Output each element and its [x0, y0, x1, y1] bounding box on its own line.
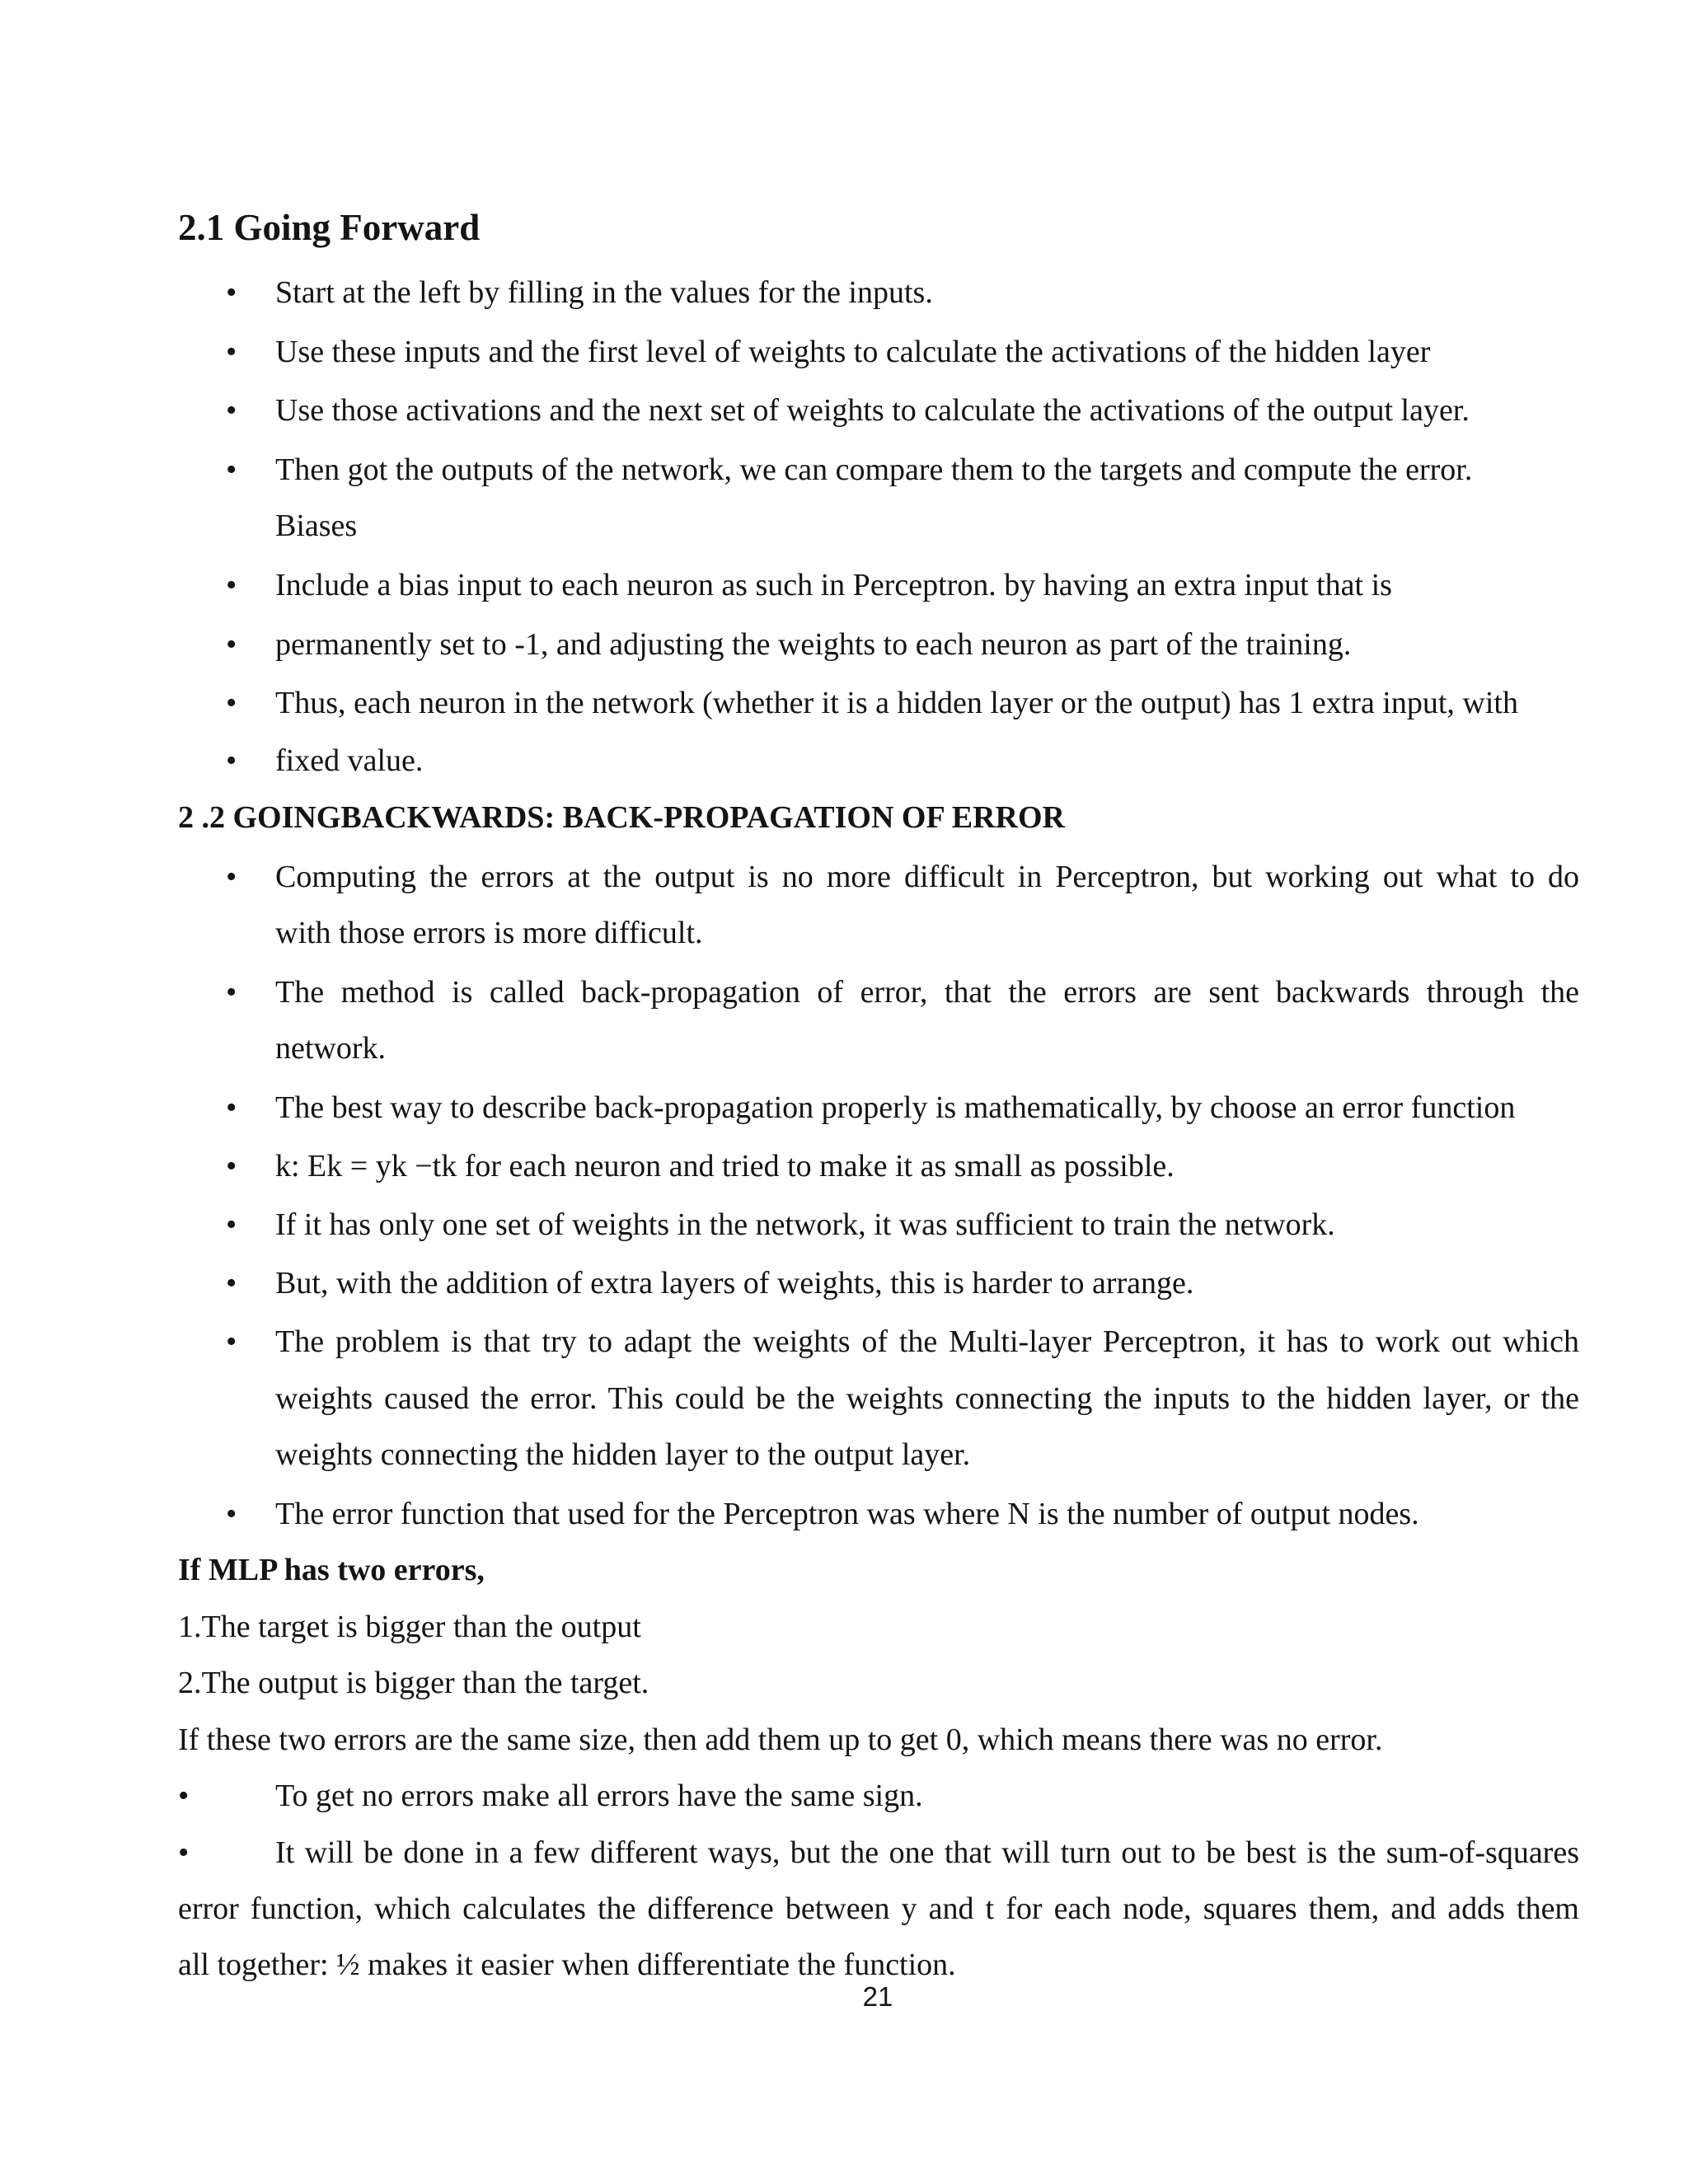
list-item-text: with those errors is more difficult.: [275, 916, 703, 950]
bullet-icon: •: [226, 975, 237, 1010]
list-item-text: To get no errors make all errors have the same sign.: [275, 1779, 923, 1813]
bullet-icon: •: [226, 1149, 237, 1183]
list-item-text: The best way to describe back-propagation properly is mathematically, by choose an error function: [275, 1090, 1516, 1125]
list-item-text: Use those activations and the next set of weights to calculate the activations of the output layer.: [275, 393, 1470, 428]
list-item-text: But, with the addition of extra layers of weights, this is harder to arrange.: [275, 1266, 1194, 1301]
list-item-text: permanently set to -1, and adjusting the weights to each neuron as part of the training.: [275, 627, 1352, 662]
bullet-icon: •: [178, 1835, 190, 1870]
paragraph-continuation: error function, which calculates the difference between y and t for each node, squares them, and adds them: [178, 1891, 1579, 1926]
bullet-icon: •: [226, 686, 237, 720]
list-item-text: k: Ek = yk −tk for each neuron and tried to make it as small as possible.: [275, 1149, 1175, 1183]
list-item-text: The problem is that try to adapt the weights of the Multi-layer Perceptron, it has to work out which: [275, 1324, 1579, 1359]
list-item-text: Thus, each neuron in the network (whether it is a hidden layer or the output) has 1 extra input, with: [275, 686, 1518, 720]
bullet-icon: •: [226, 275, 237, 310]
numbered-item: 1.The target is bigger than the output: [178, 1610, 641, 1644]
list-item-text: weights caused the error. This could be the weights connecting the inputs to the hidden layer, or the: [275, 1381, 1579, 1416]
section-heading-going-forward: 2.1 Going Forward: [178, 207, 481, 248]
paragraph-continuation: all together: ½ makes it easier when differentiate the function.: [178, 1947, 956, 1982]
list-item-text: Computing the errors at the output is no more difficult in Perceptron, but working out what to do: [275, 860, 1579, 894]
numbered-item: 2.The output is bigger than the target.: [178, 1666, 649, 1700]
list-item-text: Start at the left by filling in the values for the inputs.: [275, 275, 933, 310]
paragraph: If these two errors are the same size, then add them up to get 0, which means there was no error.: [178, 1722, 1383, 1757]
bullet-icon: •: [226, 1324, 237, 1359]
bullet-icon: •: [226, 452, 237, 487]
list-item-text: The method is called back-propagation of error, that the errors are sent backwards through the: [275, 975, 1579, 1010]
list-item-text: If it has only one set of weights in the network, it was sufficient to train the network.: [275, 1207, 1335, 1242]
list-item-text: weights connecting the hidden layer to the output layer.: [275, 1437, 971, 1472]
section-heading-going-backwards: 2 .2 GOINGBACKWARDS: BACK-PROPAGATION OF ERROR: [178, 800, 1065, 835]
list-item-text: Include a bias input to each neuron as such in Perceptron. by having an extra input that is: [275, 568, 1392, 602]
bullet-icon: •: [226, 1207, 237, 1242]
section-heading-mlp-errors: If MLP has two errors,: [178, 1553, 485, 1587]
bullet-icon: •: [226, 1497, 237, 1531]
bullet-icon: •: [226, 743, 237, 778]
list-item-text: It will be done in a few different ways, but the one that will turn out to be best is the sum-of-squares: [275, 1835, 1579, 1870]
page-number: 21: [862, 1981, 893, 2012]
list-item-text: network.: [275, 1031, 387, 1066]
list-item-text: fixed value.: [275, 743, 424, 778]
bullet-icon: •: [178, 1779, 190, 1813]
list-item-text: Use these inputs and the first level of weights to calculate the activations of the hidden layer: [275, 335, 1431, 369]
biases-label: Biases: [275, 509, 358, 543]
bullet-icon: •: [226, 1090, 237, 1125]
list-item-text: The error function that used for the Perceptron was where N is the number of output nodes.: [275, 1497, 1419, 1531]
list-item-text: Then got the outputs of the network, we can compare them to the targets and compute the error.: [275, 452, 1473, 487]
bullet-icon: •: [226, 335, 237, 369]
bullet-icon: •: [226, 393, 237, 428]
bullet-icon: •: [226, 860, 237, 894]
bullet-icon: •: [226, 568, 237, 602]
bullet-icon: •: [226, 1266, 237, 1301]
bullet-icon: •: [226, 627, 237, 662]
